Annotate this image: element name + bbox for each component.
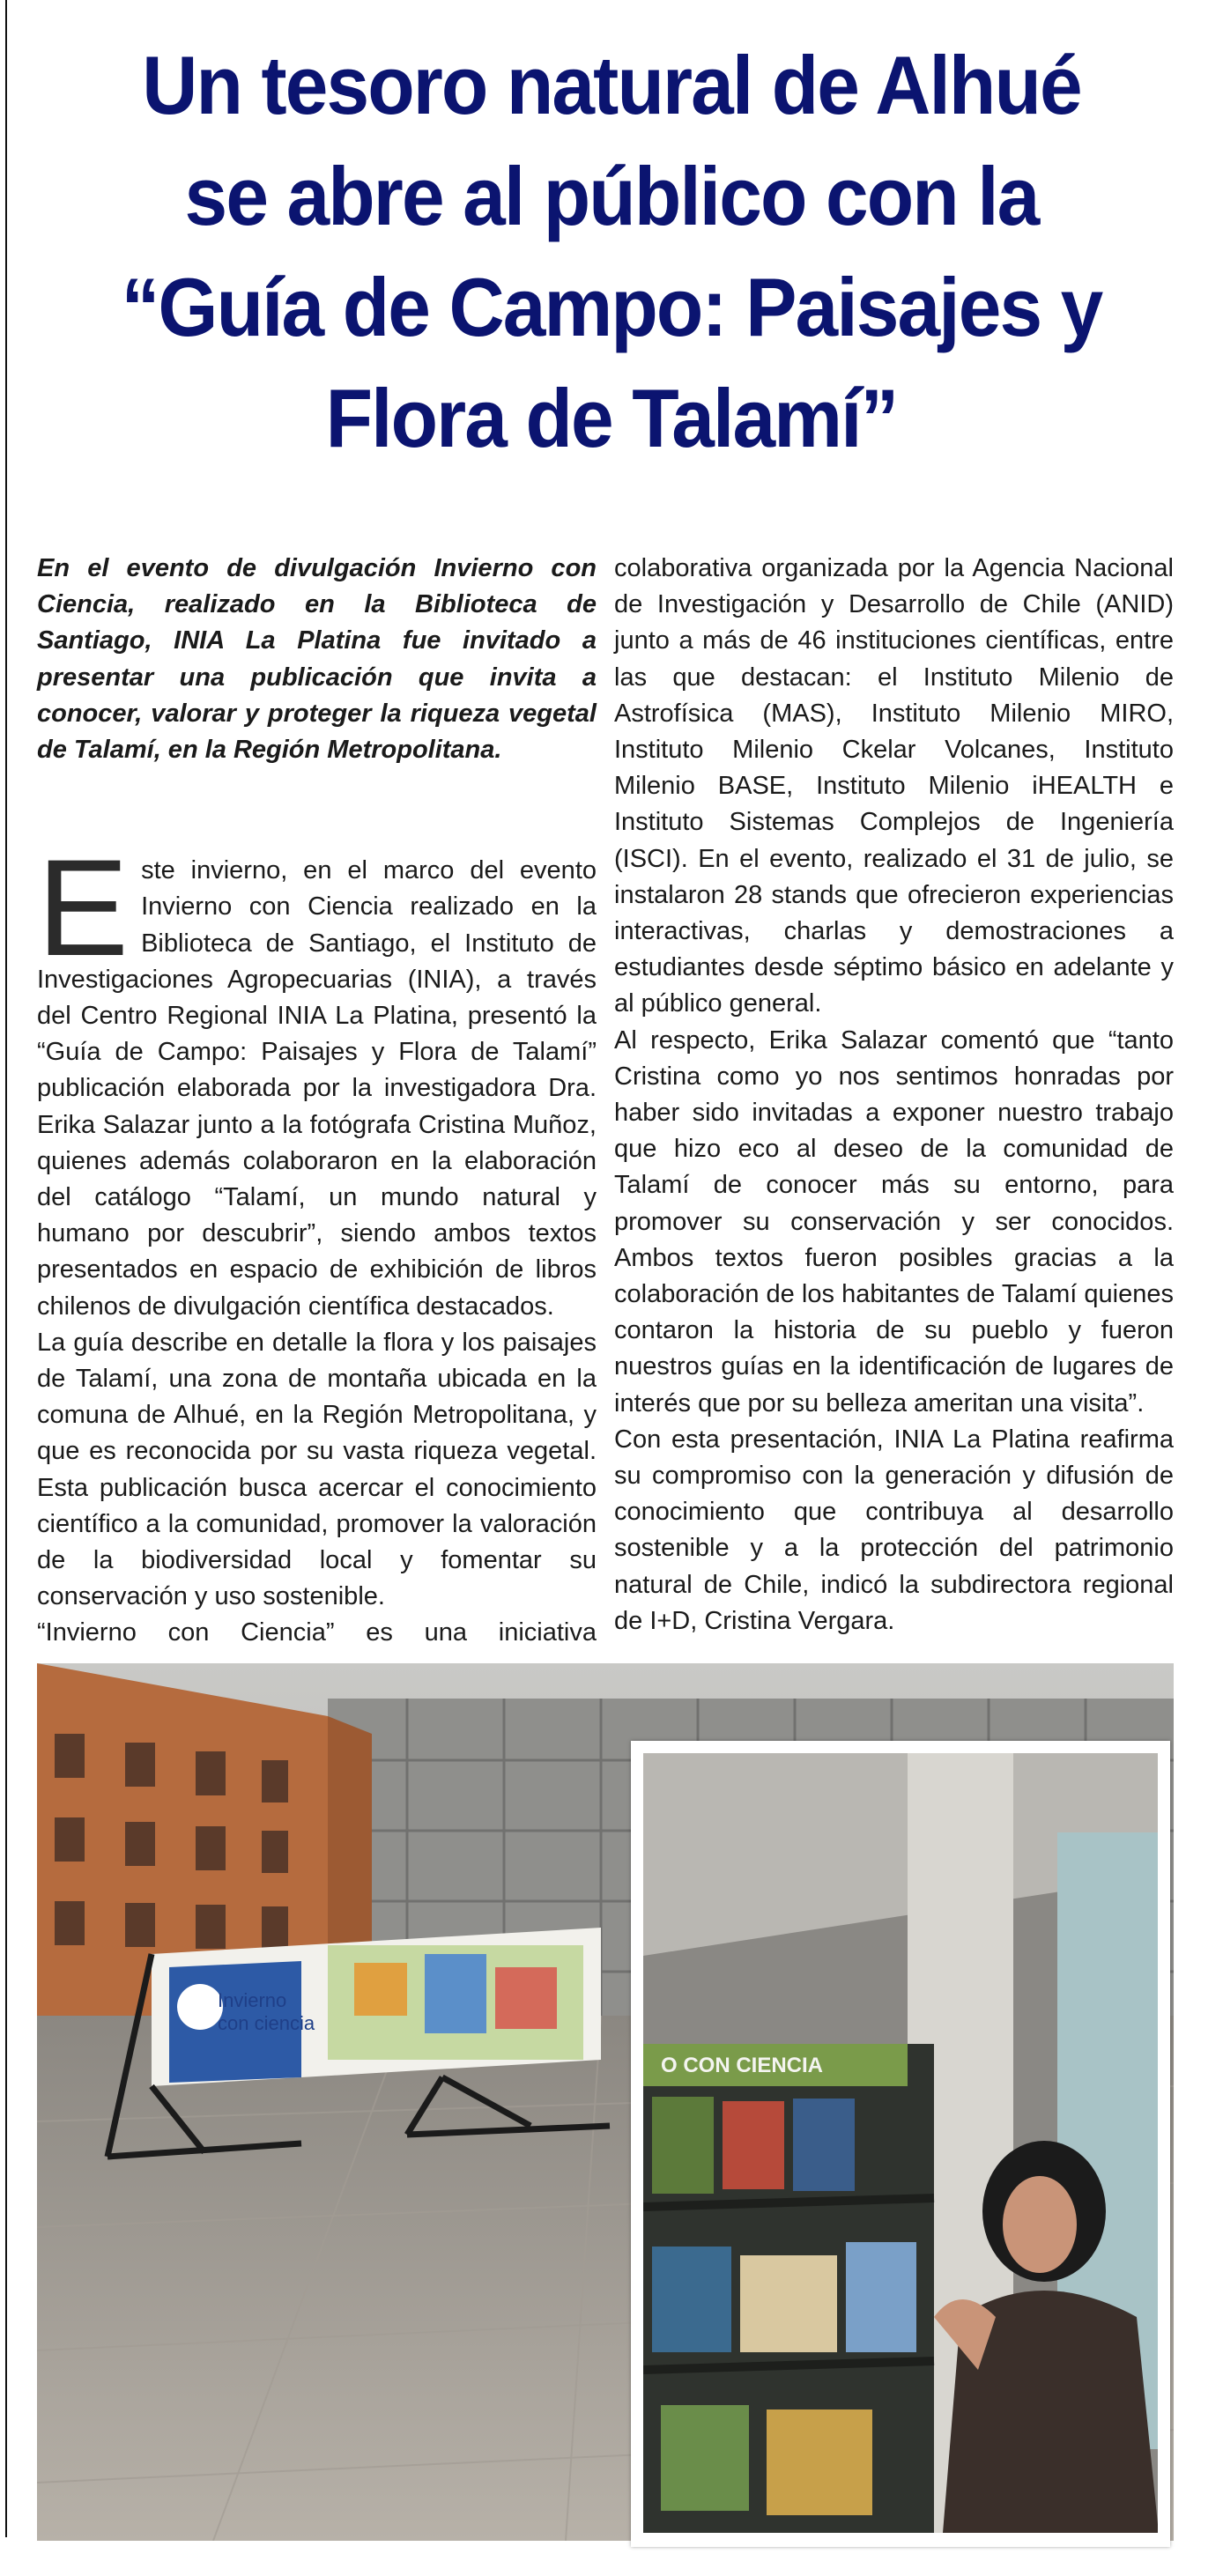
article-headline	[67, 30, 1155, 474]
shelf-sign-text: O CON CIENCIA	[661, 2054, 824, 2077]
paragraph-3-continued: colaborativa organizada por la Agencia Nacional de Investigación y Desarrollo de Chile (ANID) junto a más de 46 instituciones científicas, entre las que destacan: el Instituto Milenio de Astrofísica (MAS), Instituto Milenio MIRO, Instituto Milenio Ckelar Volcanes, Instituto Milenio BASE, Instituto Milenio iHEALTH e Instituto Sistemas Complejos de Ingeniería (ISCI). En el evento, realizado el 31 de julio, se instalaron 28 stands que ofrecieron experiencias interactivas, charlas y demostraciones a estudiantes desde séptimo básico en adelante y al público general.	[614, 554, 1174, 1018]
headline-line-1: Un tesoro natural de Alhué	[142, 39, 1081, 131]
headline-line-2: se abre al público con la	[184, 150, 1039, 242]
drop-cap: E	[37, 832, 130, 986]
column-right	[614, 551, 1174, 1640]
book-display-photo-inner	[643, 1753, 1158, 2533]
banner-text-line-1: Invierno	[218, 1989, 287, 2011]
paragraph-4: Al respecto, Erika Salazar comentó que “tanto Cristina como yo nos sentimos honradas por haber sido invitadas a exponer nuestro trabajo que hizo eco al deseo de la comunidad de Talamí de conocer más su entorno, para promover su conservación y ser conocidos. Ambos textos fueron posibles gracias a la colaboración de los habitantes de Talamí quienes contaron la historia de su pueblo y fueron nuestros guías en la identificación de lugares de interés que por su belleza ameritan una visita”.	[614, 1025, 1174, 1418]
column-left	[37, 551, 597, 1652]
bookshelf-scene-illustration	[643, 1753, 1158, 2533]
banner-text-line-2: con ciencia	[218, 2012, 315, 2034]
paragraph-2: La guía describe en detalle la flora y los paisajes de Talamí, una zona de montaña ubicada en la comuna de Alhué, en la Región Metropolitana, y que es reconocida por su vasta riqueza vegetal. Esta publicación busca acercar el conocimiento científico a la comunidad, promover la valoración de la biodiversidad local y fomentar su conservación y uso sostenible.	[37, 1328, 597, 1611]
headline-line-4: Flora de Talamí”	[325, 372, 898, 464]
paragraph-3-start: “Invierno con Ciencia” es una iniciativa	[37, 1618, 597, 1647]
headline-line-3: “Guía de Campo: Paisajes y	[121, 261, 1102, 353]
paragraph-1	[37, 832, 597, 1325]
lead-paragraph: En el evento de divulgación Invierno con Ciencia, realizado en la Biblioteca de Santiago, INIA La Platina fue invitado a presentar una publicación que invita a conocer, valorar y proteger la riqueza vegetal de Talamí, en la Región Metropolitana.	[37, 554, 597, 765]
page-left-rule	[5, 0, 7, 2537]
paragraph-1-text: ste invierno, en el marco del evento Invierno con Ciencia realizado en la Biblioteca de Santiago, el Instituto de Investigaciones Agropecuarias (INIA), a través del Centro Regional INIA La Platina, presentó la “Guía de Campo: Paisajes y Flora de Talamí” publicación elaborada por la investigadora Dra. Erika Salazar junto a la fotógrafa Cristina Muñoz, quienes además colaboraron en la elaboración del catálogo “Talamí, un mundo natural y humano por descubrir”, siendo ambos textos presentados en espacio de exhibición de libros chilenos de divulgación científica destacados.	[37, 856, 597, 1321]
book-display-inset-photo	[631, 1741, 1170, 2547]
paragraph-5: Con esta presentación, INIA La Platina reafirma su compromiso con la generación y difusión de conocimiento que contribuya al desarrollo sostenible y a la protección del patrimonio natural de Chile, indicó la subdirectora regional de I+D, Cristina Vergara.	[614, 1425, 1174, 1635]
